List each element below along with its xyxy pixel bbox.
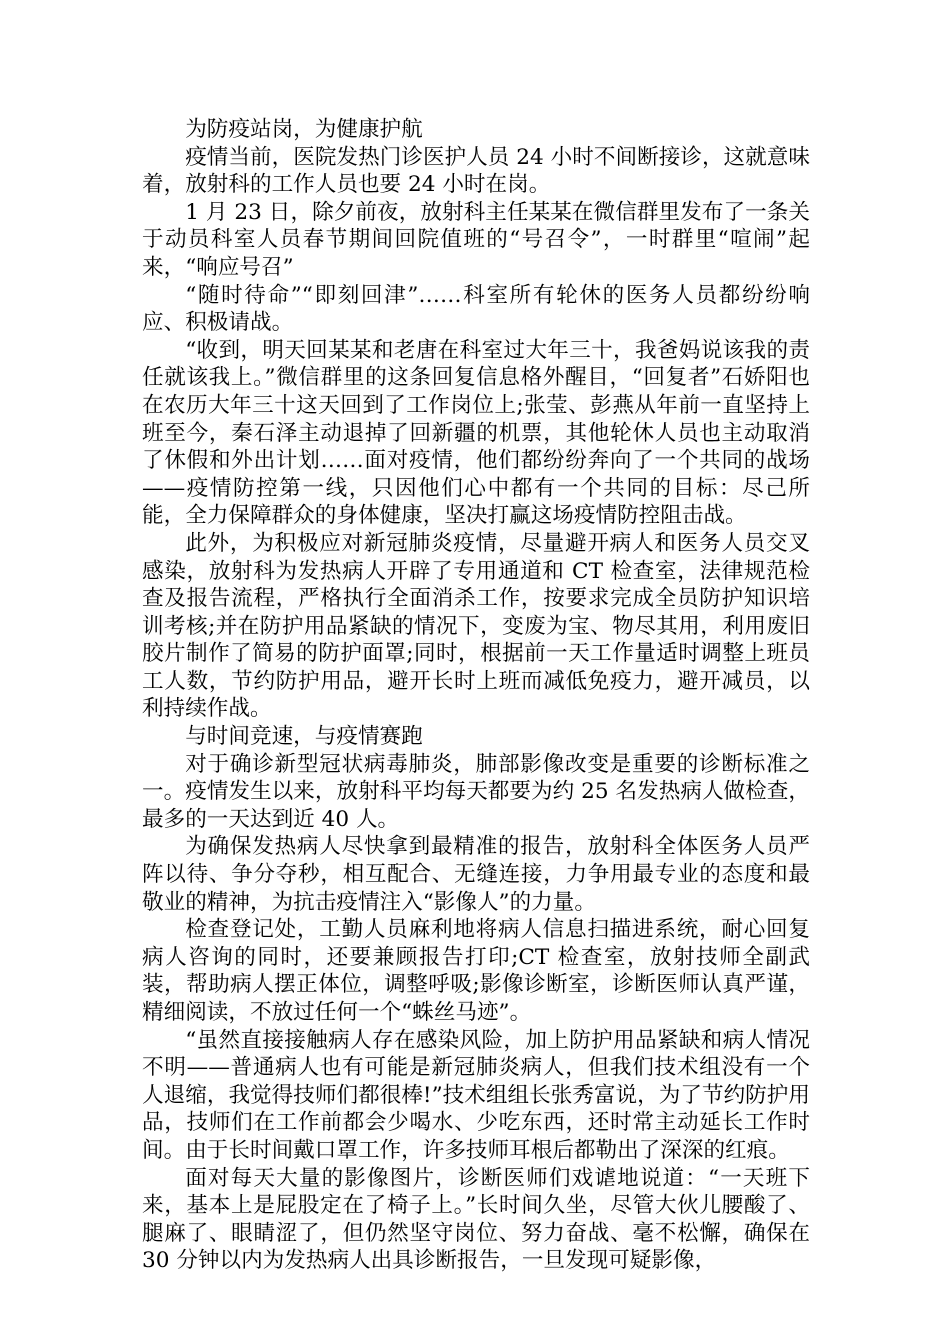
paragraph: 检查登记处，工勤人员麻利地将病人信息扫描进系统，耐心回复病人咨询的同时，还要兼顾报告打印;CT 检查室，放射技师全副武装，帮助病人摆正体位，调整呼吸;影像诊断室，诊断医师认真严谨，精细阅读，不放过任何一个“蛛丝马迹”。	[142, 917, 810, 1025]
paragraph: 疫情当前，医院发热门诊医护人员 24 小时不间断接诊，这就意味着，放射科的工作人员也要 24 小时在岗。	[142, 144, 810, 198]
paragraph: 面对每天大量的影像图片，诊断医师们戏谑地说道：“一天班下来，基本上是屁股定在了椅子上。”长时间久坐，尽管大伙儿腰酸了、腿麻了、眼睛涩了，但仍然坚守岗位、努力奋战、毫不松懈，确保在 30 分钟以内为发热病人出具诊断报告，一旦发现可疑影像，	[142, 1165, 810, 1274]
section-heading: 与时间竞速，与疫情赛跑	[185, 724, 423, 750]
paragraph: “收到，明天回某某和老唐在科室过大年三十，我爸妈说该我的责任就该我上。”微信群里的这条回复信息格外醒目，“回复者”石娇阳也在农历大年三十这天回到了工作岗位上;张莹、彭燕从年前一直坚持上班至今，秦石泽主动退掉了回新疆的机票，其他轮休人员也主动取消了休假和外出计划……面对疫情，他们都纷纷奔向了一个共同的战场——疫情防控第一线，只因他们心中都有一个共同的目标：尽己所能，全力保障群众的身体健康，坚决打赢这场疫情防控阻击战。	[142, 337, 810, 529]
paragraph: 为确保发热病人尽快拿到最精准的报告，放射科全体医务人员严阵以待、争分夺秒，相互配合、无缝连接，力争用最专业的态度和最敬业的精神，为抗击疫情注入“影像人”的力量。	[142, 834, 810, 915]
paragraph: “虽然直接接触病人存在感染风险，加上防护用品紧缺和病人情况不明——普通病人也有可能是新冠肺炎病人，但我们技术组没有一个人退缩，我觉得技师们都很棒!”技术组组长张秀富说，为了节约防护用品，技师们在工作前都会少喝水、少吃东西，还时常主动延长工作时间。由于长时间戴口罩工作，许多技师耳根后都勒出了深深的红痕。	[142, 1027, 810, 1163]
section-heading: 为防疫站岗，为健康护航	[185, 117, 423, 142]
paragraph: 对于确诊新型冠状病毒肺炎，肺部影像改变是重要的诊断标准之一。疫情发生以来，放射科平均每天都要为约 25 名发热病人做检查，最多的一天达到近 40 人。	[142, 751, 810, 832]
paragraph: 1 月 23 日，除夕前夜，放射科主任某某在微信群里发布了一条关于动员科室人员春节期间回院值班的“号召令”，一时群里“喧闹”起来，“响应号召”	[142, 199, 810, 280]
paragraph: 此外，为积极应对新冠肺炎疫情，尽量避开病人和医务人员交叉感染，放射科为发热病人开辟了专用通道和 CT 检查室，法律规范检查及报告流程，严格执行全面消杀工作，按要求完成全员防护知识培训考核;并在防护用品紧缺的情况下，变废为宝、物尽其用，利用废旧胶片制作了简易的防护面罩;同时，根据前一天工作量适时调整上班员工人数，节约防护用品，避开长时上班而减低免疫力，避开减员，以利持续作战。	[142, 530, 810, 722]
paragraph: “随时待命”“即刻回津”……科室所有轮休的医务人员都纷纷响应、积极请战。	[142, 282, 810, 336]
